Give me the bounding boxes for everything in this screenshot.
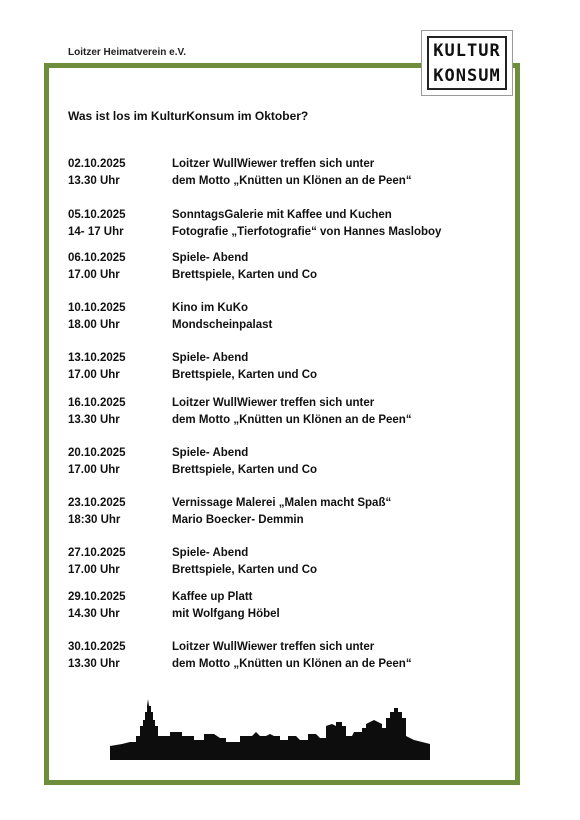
event-first-row	[68, 545, 488, 562]
event-second-row	[68, 656, 488, 673]
event-title: Kaffee up Platt	[172, 591, 253, 603]
event-second-row	[68, 512, 488, 529]
event-first-row	[68, 350, 488, 367]
event-entry	[68, 639, 488, 673]
event-time: 17.00 Uhr	[68, 369, 120, 381]
event-time: 13.30 Uhr	[68, 414, 120, 426]
event-subtitle: dem Motto „Knütten un Klönen an de Peen“	[172, 414, 412, 426]
logo-word-2: KONSUM	[433, 66, 501, 86]
event-time: 18.00 Uhr	[68, 319, 120, 331]
event-second-row	[68, 267, 488, 284]
event-date: 05.10.2025	[68, 209, 126, 221]
event-second-row	[68, 317, 488, 334]
event-date: 02.10.2025	[68, 158, 126, 170]
event-entry	[68, 350, 488, 384]
event-time: 17.00 Uhr	[68, 564, 120, 576]
event-date: 06.10.2025	[68, 252, 126, 264]
event-title: Vernissage Malerei „Malen macht Spaß“	[172, 497, 392, 509]
event-date: 29.10.2025	[68, 591, 126, 603]
event-title: Spiele- Abend	[172, 352, 249, 364]
event-title: Spiele- Abend	[172, 252, 249, 264]
event-date: 10.10.2025	[68, 302, 126, 314]
event-title: Loitzer WullWiewer treffen sich unter	[172, 158, 375, 170]
event-subtitle: dem Motto „Knütten un Klönen an de Peen“	[172, 658, 412, 670]
event-title: SonntagsGalerie mit Kaffee und Kuchen	[172, 209, 392, 221]
event-first-row	[68, 495, 488, 512]
town-skyline-silhouette	[110, 696, 430, 760]
event-first-row	[68, 639, 488, 656]
event-title: Loitzer WullWiewer treffen sich unter	[172, 641, 375, 653]
event-first-row	[68, 156, 488, 173]
event-title: Loitzer WullWiewer treffen sich unter	[172, 397, 375, 409]
event-second-row	[68, 367, 488, 384]
event-first-row	[68, 395, 488, 412]
event-time: 13.30 Uhr	[68, 658, 120, 670]
event-date: 23.10.2025	[68, 497, 126, 509]
event-date: 20.10.2025	[68, 447, 126, 459]
event-time: 14.30 Uhr	[68, 608, 120, 620]
event-subtitle: Brettspiele, Karten und Co	[172, 464, 318, 476]
event-time: 17.00 Uhr	[68, 464, 120, 476]
event-first-row	[68, 589, 488, 606]
event-second-row	[68, 562, 488, 579]
event-subtitle: dem Motto „Knütten un Klönen an de Peen“	[172, 175, 412, 187]
page-heading: Was ist los im KulturKonsum im Oktober?	[68, 109, 309, 123]
event-subtitle: Mondscheinpalast	[172, 319, 273, 331]
event-first-row	[68, 207, 488, 224]
event-title: Spiele- Abend	[172, 447, 249, 459]
event-entry	[68, 545, 488, 579]
event-second-row	[68, 412, 488, 429]
event-entry	[68, 300, 488, 334]
event-entry	[68, 156, 488, 190]
logo-word-1: KULTUR	[433, 41, 501, 61]
event-subtitle: Brettspiele, Karten und Co	[172, 369, 318, 381]
organization-name: Loitzer Heimatverein e.V.	[68, 47, 187, 58]
event-entry	[68, 207, 488, 241]
event-date: 13.10.2025	[68, 352, 126, 364]
event-subtitle: Brettspiele, Karten und Co	[172, 564, 318, 576]
event-first-row	[68, 300, 488, 317]
event-second-row	[68, 462, 488, 479]
event-second-row	[68, 224, 488, 241]
event-subtitle: mit Wolfgang Höbel	[172, 608, 280, 620]
event-first-row	[68, 250, 488, 267]
kulturkonsum-logo	[421, 30, 513, 96]
event-time: 18:30 Uhr	[68, 514, 121, 526]
event-first-row	[68, 445, 488, 462]
event-entry	[68, 495, 488, 529]
event-date: 16.10.2025	[68, 397, 126, 409]
event-subtitle: Fotografie „Tierfotografie“ von Hannes Masloboy	[172, 226, 442, 238]
event-time: 17.00 Uhr	[68, 269, 120, 281]
event-time: 14- 17 Uhr	[68, 226, 124, 238]
event-title: Kino im KuKo	[172, 302, 249, 314]
event-date: 27.10.2025	[68, 547, 126, 559]
event-entry	[68, 395, 488, 429]
event-subtitle: Brettspiele, Karten und Co	[172, 269, 318, 281]
event-subtitle: Mario Boecker- Demmin	[172, 514, 304, 526]
event-entry	[68, 250, 488, 284]
event-title: Spiele- Abend	[172, 547, 249, 559]
event-time: 13.30 Uhr	[68, 175, 120, 187]
event-date: 30.10.2025	[68, 641, 126, 653]
event-second-row	[68, 173, 488, 190]
event-second-row	[68, 606, 488, 623]
event-entry	[68, 445, 488, 479]
event-entry	[68, 589, 488, 623]
